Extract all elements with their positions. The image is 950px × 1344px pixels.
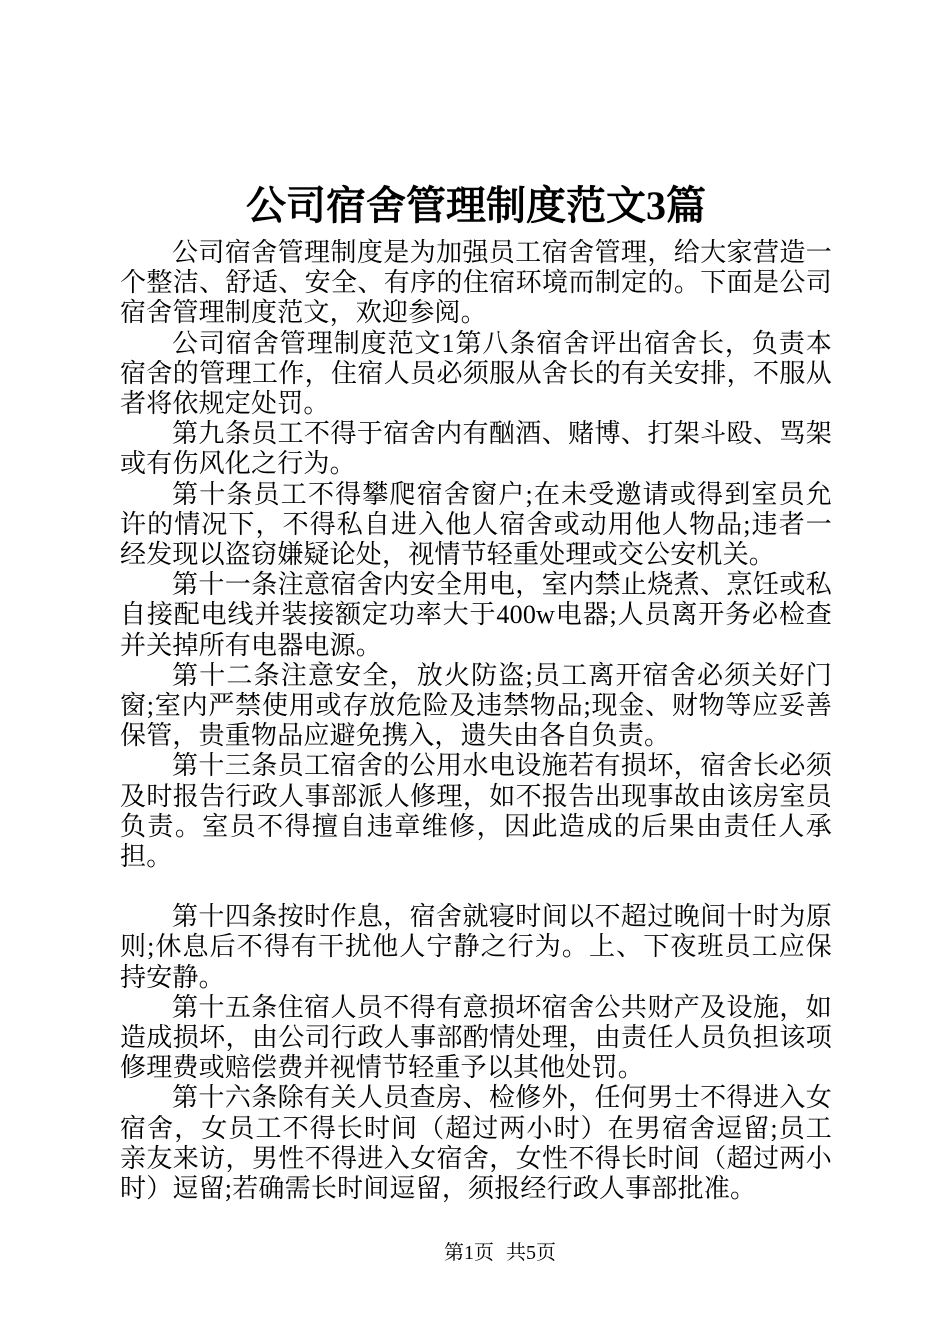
paragraph-article-8: 公司宿舍管理制度范文1第八条宿舍评出宿舍长，负责本宿舍的管理工作，住宿人员必须服从舍长的有关安排，不服从者将依规定处罚。 xyxy=(120,328,832,419)
paragraph-article-13: 第十三条员工宿舍的公用水电设施若有损坏，宿舍长必须及时报告行政人事部派人修理，如不报告出现事故由该房室员负责。室员不得擅自违章维修，因此造成的后果由责任人承担。 xyxy=(120,751,832,872)
document-title: 公司宿舍管理制度范文3篇 xyxy=(246,183,706,228)
paragraph-article-15: 第十五条住宿人员不得有意损坏宿舍公共财产及设施，如造成损坏，由公司行政人事部酌情处理，由责任人员负担该项修理费或赔偿费并视情节轻重予以其他处罚。 xyxy=(120,992,832,1083)
paragraph-article-9: 第九条员工不得于宿舍内有酗酒、赌博、打架斗殴、骂架或有伤风化之行为。 xyxy=(120,419,832,479)
page-number: 第1页 xyxy=(444,1242,494,1264)
paragraph-article-12: 第十二条注意安全，放火防盗;员工离开宿舍必须关好门窗;室内严禁使用或存放危险及违禁物品;现金、财物等应妥善保管，贵重物品应避免携入，遗失由各自负责。 xyxy=(120,660,832,751)
total-pages: 共5页 xyxy=(506,1242,556,1264)
paragraph-article-11: 第十一条注意宿舍内安全用电，室内禁止烧煮、烹饪或私自接配电线并装接额定功率大于400w电器;人员离开务必检查并关掉所有电器电源。 xyxy=(120,570,832,660)
paragraph-article-14: 第十四条按时作息，宿舍就寝时间以不超过晚间十时为原则;休息后不得有干扰他人宁静之行为。上、下夜班员工应保持安静。 xyxy=(120,902,832,992)
document-body xyxy=(120,238,832,1204)
paragraph-intro: 公司宿舍管理制度是为加强员工宿舍管理，给大家营造一个整洁、舒适、安全、有序的住宿环境而制定的。下面是公司宿舍管理制度范文，欢迎参阅。 xyxy=(120,238,832,328)
paragraph-article-10: 第十条员工不得攀爬宿舍窗户;在未受邀请或得到室员允许的情况下，不得私自进入他人宿舍或动用他人物品;违者一经发现以盗窃嫌疑论处，视情节轻重处理或交公安机关。 xyxy=(120,479,832,570)
page-footer xyxy=(50,1240,950,1266)
paragraph-article-16: 第十六条除有关人员查房、检修外，任何男士不得进入女宿舍，女员工不得长时间（超过两小时）在男宿舍逗留;员工亲友来访，男性不得进入女宿舍，女性不得长时间（超过两小时）逗留;若确需长时间逗留，须报经行政人事部批准。 xyxy=(120,1083,832,1204)
